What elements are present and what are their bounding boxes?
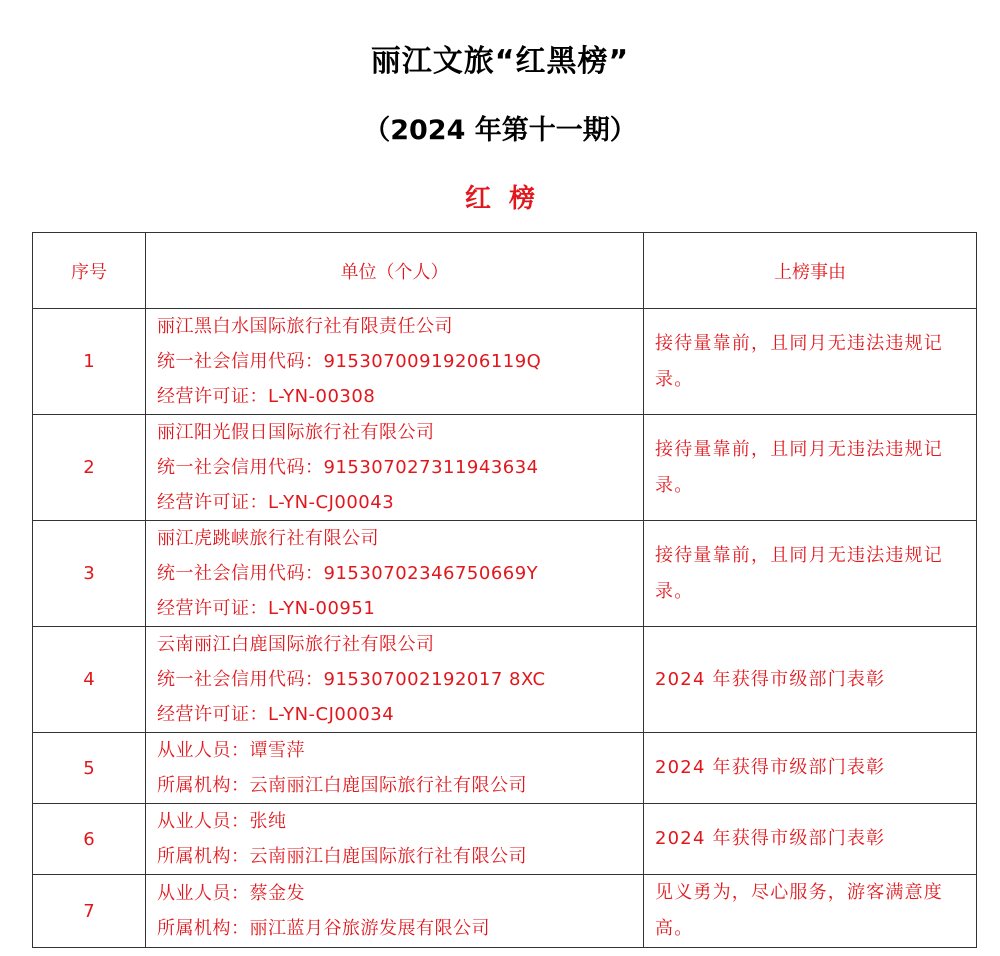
row-seq: 7 [33, 875, 146, 948]
table-row [33, 309, 977, 415]
table-row [33, 875, 977, 948]
unit-license: 经营许可证：L-YN-00951 [157, 598, 376, 619]
row-unit [146, 521, 644, 627]
row-reason: 2024 年获得市级部门表彰 [644, 733, 977, 804]
red-list-table [32, 232, 977, 948]
row-unit [146, 627, 644, 733]
issue-subtitle: （2024 年第十一期） [363, 115, 637, 146]
staff-organization: 所属机构：丽江蓝月谷旅游发展有限公司 [157, 918, 490, 939]
unit-credit-code: 统一社会信用代码：91530700919206119Q [157, 351, 542, 372]
row-reason: 2024 年获得市级部门表彰 [644, 627, 977, 733]
table-header-row [33, 233, 977, 309]
row-seq: 2 [33, 415, 146, 521]
row-reason: 接待量靠前，且同月无违法违规记录。 [644, 415, 977, 521]
staff-name: 从业人员：谭雪萍 [157, 740, 305, 761]
row-seq: 1 [33, 309, 146, 415]
unit-name: 丽江虎跳峡旅行社有限公司 [157, 528, 379, 549]
row-reason: 接待量靠前，且同月无违法违规记录。 [644, 521, 977, 627]
unit-license: 经营许可证：L-YN-00308 [157, 386, 376, 407]
table-row [33, 415, 977, 521]
column-header-reason: 上榜事由 [644, 233, 977, 309]
table-row [33, 804, 977, 875]
unit-license: 经营许可证：L-YN-CJ00034 [157, 704, 395, 725]
row-unit [146, 733, 644, 804]
row-reason: 见义勇为，尽心服务，游客满意度高。 [644, 875, 977, 948]
row-seq: 3 [33, 521, 146, 627]
staff-name: 从业人员：蔡金发 [157, 883, 305, 904]
row-unit [146, 804, 644, 875]
row-reason: 接待量靠前，且同月无违法违规记录。 [644, 309, 977, 415]
table-row [33, 627, 977, 733]
column-header-unit: 单位（个人） [146, 233, 644, 309]
page-title: 丽江文旅“红黑榜” [370, 44, 630, 79]
red-list-heading: 红榜 [464, 184, 553, 214]
unit-name: 云南丽江白鹿国际旅行社有限公司 [157, 634, 435, 655]
unit-name: 丽江阳光假日国际旅行社有限公司 [157, 422, 435, 443]
table-row [33, 733, 977, 804]
column-header-seq: 序号 [33, 233, 146, 309]
unit-name: 丽江黑白水国际旅行社有限责任公司 [157, 316, 453, 337]
row-seq: 6 [33, 804, 146, 875]
unit-credit-code: 统一社会信用代码：915307027311943634 [157, 457, 539, 478]
table-row [33, 521, 977, 627]
staff-name: 从业人员：张纯 [157, 811, 287, 832]
row-unit [146, 415, 644, 521]
staff-organization: 所属机构：云南丽江白鹿国际旅行社有限公司 [157, 846, 527, 867]
row-reason: 2024 年获得市级部门表彰 [644, 804, 977, 875]
staff-organization: 所属机构：云南丽江白鹿国际旅行社有限公司 [157, 775, 527, 796]
row-seq: 5 [33, 733, 146, 804]
row-unit [146, 875, 644, 948]
row-unit [146, 309, 644, 415]
unit-credit-code: 统一社会信用代码：91530702346750669Y [157, 563, 539, 584]
row-seq: 4 [33, 627, 146, 733]
unit-credit-code: 统一社会信用代码：915307002192017 8XC [157, 669, 546, 690]
unit-license: 经营许可证：L-YN-CJ00043 [157, 492, 395, 513]
